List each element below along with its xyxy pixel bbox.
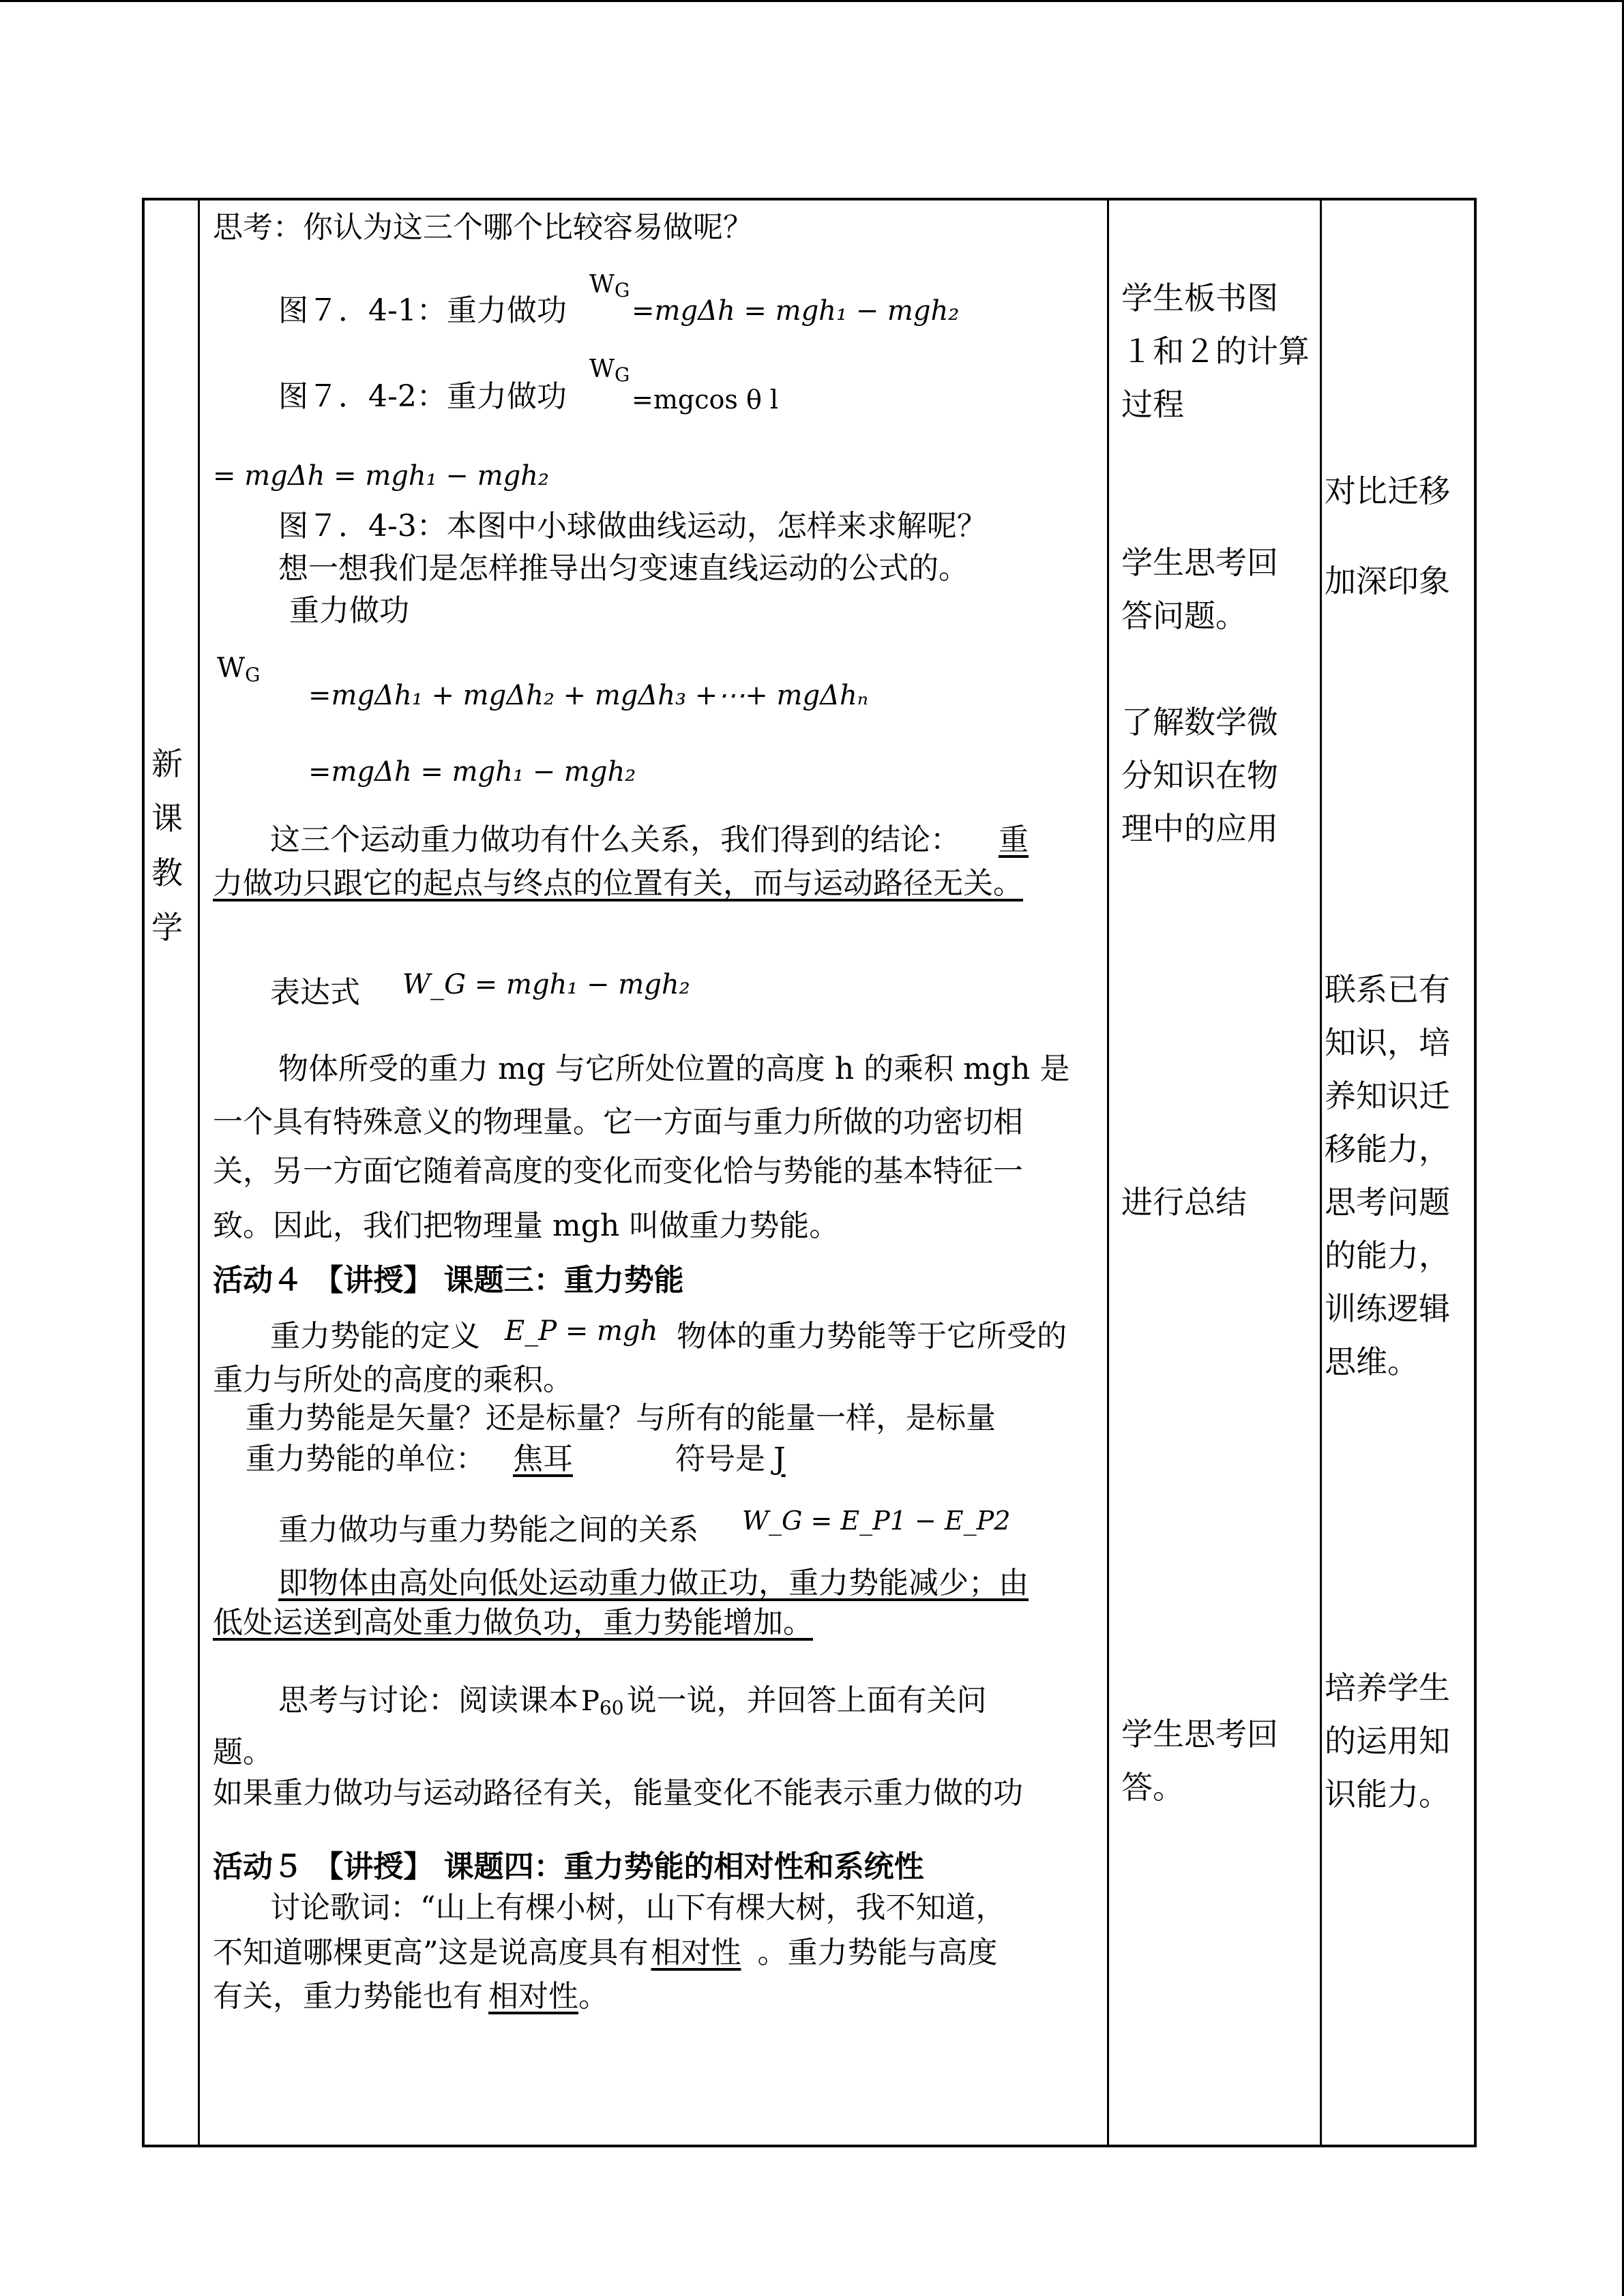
column-divider-3 (1320, 198, 1322, 2147)
lyric-line3 (213, 1976, 608, 2017)
intent-note-line: 培养学生 (1325, 1669, 1450, 1706)
student-note-line: １和２的计算 (1121, 333, 1310, 370)
sum-formula: =mgΔh₁ + mgΔh₂ + mgΔh₃ +⋯+ mgΔhₙ (308, 680, 868, 711)
section-label-char: 教 (151, 854, 183, 891)
student-note-line: 进行总结 (1121, 1184, 1247, 1221)
lyric-line3-suffix: 。 (578, 1979, 608, 2014)
discuss-line2: 题。 (213, 1735, 273, 1770)
student-note-line: 了解数学微 (1121, 704, 1278, 741)
activity5-heading: 活动５ 【讲授】 课题四：重力势能的相对性和系统性 (213, 1849, 924, 1884)
conclusion-fill: 重 (999, 822, 1029, 857)
expression-formula: W_G = mgh₁ − mgh₂ (402, 969, 690, 1000)
lesson-table (142, 198, 1477, 2147)
section-label-char: 新 (151, 745, 183, 782)
fig2-formula: =mgcos θ l (632, 385, 779, 415)
intent-note-line: 知识，培 (1325, 1024, 1450, 1061)
student-note (1121, 696, 1278, 855)
student-note-line: 过程 (1121, 386, 1184, 423)
column-divider-2 (1107, 198, 1109, 2147)
fig2-wg: $W_G$ (589, 355, 630, 386)
section-label-char: 课 (151, 800, 183, 837)
lyric-line3-fill: 相对性 (488, 1979, 578, 2014)
intent-note (1325, 1661, 1450, 1821)
definition-line2: 重力与所处的高度的乘积。 (213, 1362, 573, 1397)
student-note-line: 答问题。 (1121, 597, 1247, 634)
intent-note-line: 对比迁移 (1325, 473, 1450, 509)
intent-note (1325, 963, 1450, 1388)
intent-note-line: 移能力， (1325, 1131, 1450, 1167)
intent-note-line: 联系已有 (1325, 971, 1450, 1008)
lyric-line1: 讨论歌词：“山上有棵小树，山下有棵大树，我不知道， (270, 1890, 1006, 1925)
relation-line1: 即物体由高处向低处运动重力做正功，重力势能减少；由 (278, 1566, 1029, 1600)
intent-note-line: 加深印象 (1325, 563, 1450, 599)
definition-suffix: 物体的重力势能等于它所受的 (677, 1319, 1067, 1354)
symbol-value: J (773, 1442, 786, 1476)
discuss-page (578, 1686, 627, 1717)
fig1-wg: $W_G$ (589, 271, 630, 301)
paragraph-line4: 致。因此，我们把物理量 mgh 叫做重力势能。 (213, 1208, 840, 1243)
intent-note-line: 的能力， (1325, 1237, 1450, 1274)
discuss-line3: 如果重力做功与运动路径有关，能量变化不能表示重力做的功 (213, 1776, 1023, 1810)
sum-wg (217, 648, 261, 696)
fig2-continuation: = mgΔh = mgh₁ − mgh₂ (213, 460, 549, 492)
paragraph-line1: 物体所受的重力 mg 与它所处位置的高度 h 的乘积 mgh 是 (278, 1052, 1070, 1086)
scalar-line: 重力势能是矢量？还是标量？与所有的能量一样，是标量 (246, 1401, 996, 1435)
intent-note-line: 思维。 (1325, 1343, 1419, 1380)
paragraph-line3: 关，另一方面它随着高度的变化而变化恰与势能的基本特征一 (213, 1154, 1023, 1189)
intent-note-line: 识能力。 (1325, 1776, 1450, 1813)
intent-note-line: 的运用知 (1325, 1723, 1450, 1759)
student-note-line: 学生思考回 (1121, 544, 1278, 581)
intent-note-line: 养知识迁 (1325, 1077, 1450, 1114)
conclusion-line1 (270, 820, 1029, 861)
page-top-border (0, 0, 1624, 2)
intent-note (1325, 446, 1450, 626)
sum-result: =mgΔh = mgh₁ − mgh₂ (308, 756, 636, 788)
student-note-line: 学生思考回 (1121, 1716, 1278, 1753)
main-content (213, 198, 1099, 2145)
expression-label: 表达式 (270, 975, 360, 1010)
conclusion-line2: 力做功只跟它的起点与终点的位置有关，而与运动路径无关。 (213, 866, 1023, 901)
wg-subscript: G (245, 664, 261, 686)
wg-symbol: W (217, 653, 246, 684)
relation-prefix: 重力做功与重力势能之间的关系 (278, 1512, 698, 1547)
table-bottom-border (142, 2145, 1477, 2147)
fig1-text: 图７．4-1：重力做功 (278, 293, 567, 328)
symbol-prefix: 符号是 (675, 1442, 765, 1476)
design-intent-column (1325, 198, 1472, 2145)
column-divider-1 (198, 198, 200, 2147)
think-question: 思考：你认为这三个哪个比较容易做呢？ (213, 210, 753, 245)
student-note (1121, 1708, 1278, 1814)
student-note (1121, 1176, 1247, 1229)
student-note-line: 理中的应用 (1121, 810, 1278, 847)
unit-line (246, 1439, 813, 1480)
fig1-formula: =mgΔh = mgh₁ − mgh₂ (632, 295, 960, 327)
student-activity-column (1121, 198, 1312, 2145)
section-label (151, 736, 183, 955)
intent-note-line: 思考问题 (1325, 1184, 1450, 1221)
activity4-heading: 活动４ 【讲授】 课题三：重力势能 (213, 1263, 684, 1298)
student-note-line: 分知识在物 (1121, 757, 1278, 794)
discuss-line1 (278, 1680, 987, 1729)
discuss-page-number: 60 (599, 1697, 624, 1719)
unit-value: 焦耳 (513, 1442, 573, 1476)
section-label-char: 学 (151, 909, 183, 946)
student-note (1121, 271, 1310, 431)
definition-formula: E_P = mgh (505, 1315, 658, 1347)
table-left-border (142, 198, 145, 2147)
discuss-suffix: 说一说，并回答上面有关问 (626, 1683, 987, 1718)
lyric-line2-prefix: 不知道哪棵更高”这是说高度具有 (213, 1935, 649, 1970)
fig2-text: 图７．4-2：重力做功 (278, 379, 567, 414)
definition-prefix: 重力势能的定义 (270, 1319, 480, 1354)
lyric-line3-prefix: 有关，重力势能也有 (213, 1979, 483, 2014)
discuss-page-letter: P (581, 1686, 600, 1717)
student-note (1121, 536, 1278, 642)
intent-note-line: 训练逻辑 (1325, 1290, 1450, 1327)
relation-formula: W_G = E_P1 − E_P2 (742, 1506, 1011, 1536)
table-right-border (1474, 198, 1477, 2147)
student-note-line: 答。 (1121, 1769, 1184, 1806)
fig3-line2: 想一想我们是怎样推导出匀变速直线运动的公式的。 (278, 551, 969, 586)
discuss-prefix: 思考与讨论：阅读课本 (278, 1683, 578, 1718)
lyric-line2-fill: 相对性 (651, 1935, 741, 1970)
fig3-line3: 重力做功 (289, 593, 409, 628)
student-note-line: 学生板书图 (1121, 280, 1278, 316)
paragraph-line2: 一个具有特殊意义的物理量。它一方面与重力所做的功密切相 (213, 1105, 1023, 1139)
relation-line2: 低处运送到高处重力做负功，重力势能增加。 (213, 1605, 813, 1640)
unit-prefix: 重力势能的单位： (246, 1442, 486, 1476)
lyric-line2 (213, 1933, 998, 1973)
conclusion-prefix: 这三个运动重力做功有什么关系，我们得到的结论： (270, 822, 960, 857)
lyric-line2-suffix: 。重力势能与高度 (757, 1935, 998, 1970)
fig3-line1: 图７．4-3：本图中小球做曲线运动，怎样来求解呢？ (278, 509, 987, 543)
